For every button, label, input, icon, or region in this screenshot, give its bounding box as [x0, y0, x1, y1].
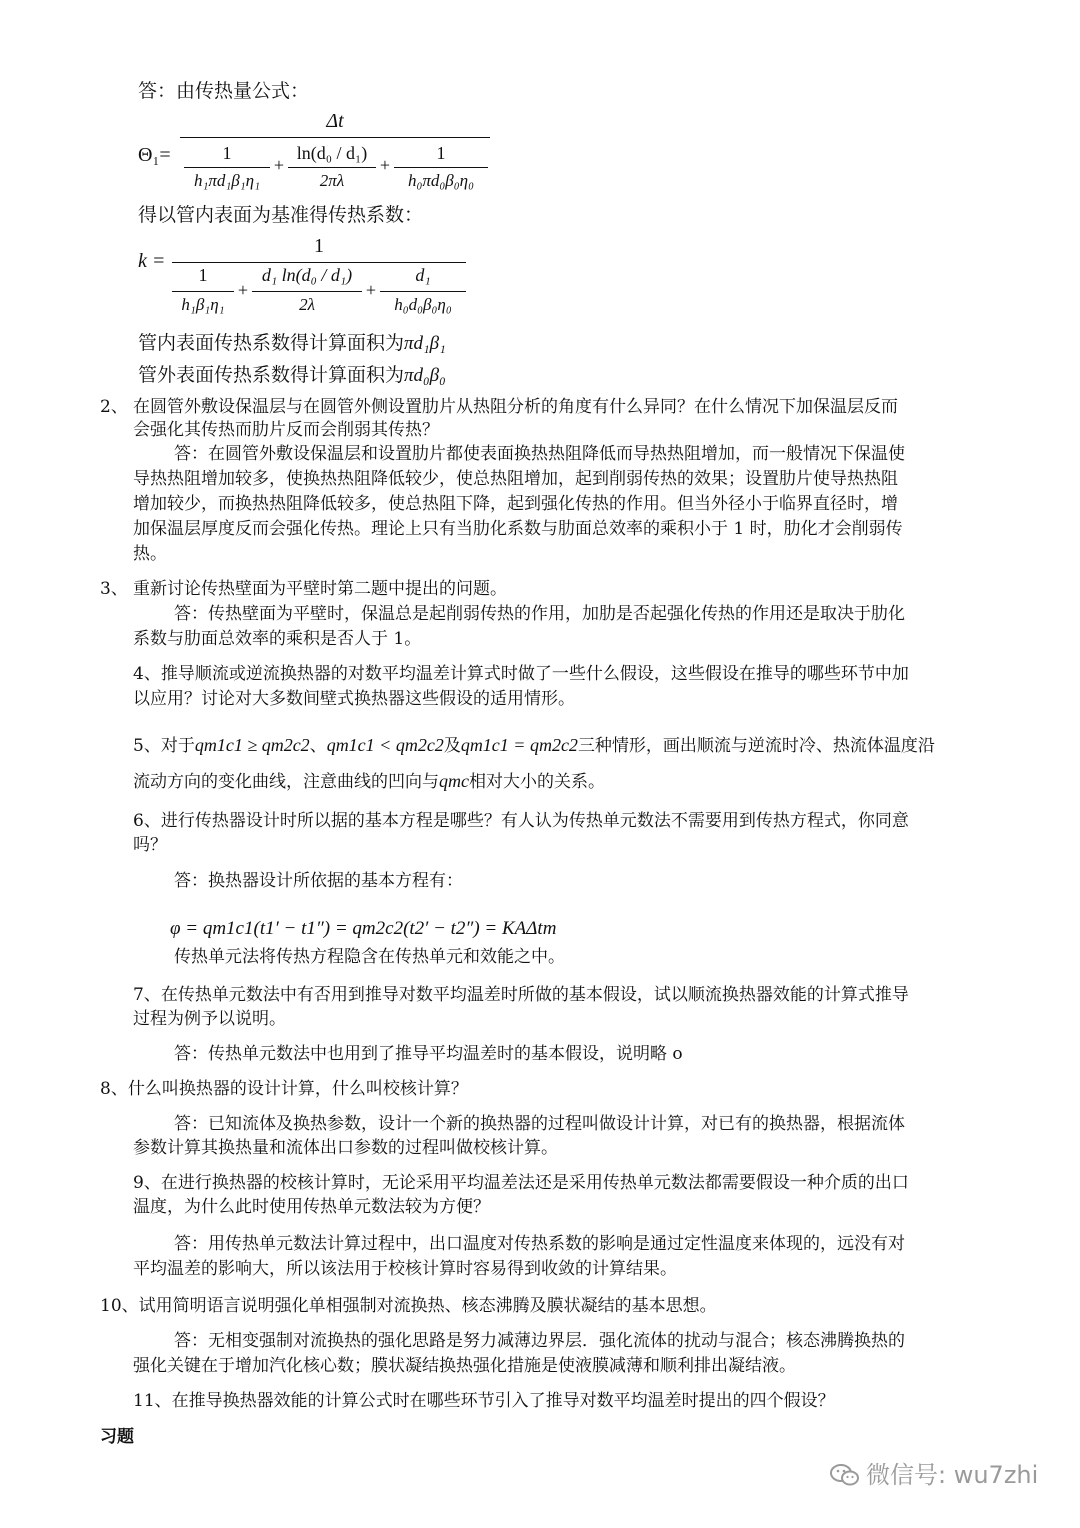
eq1-plus1: +: [273, 155, 285, 175]
q3-answer-line1: 答：传热壁面为平壁时，保温总是起削弱传热的作用，加肋是否起强化传热的作用还是取决于肋化: [174, 604, 905, 624]
q3-answer-line2: 系数与肋面总效率的乘积是否人于 1。: [133, 629, 422, 649]
eq2-term3-num: d₁: [415, 265, 431, 285]
q2-answer-line3: 增加较少，而换热热阻降低较多，使总热阻下降，起到强化传热的作用。但当外径小于临界直径时，增: [133, 494, 898, 514]
q2-answer-line4: 加保温层厚度反而会强化传热。理论上只有当肋化系数与肋面总效率的乘积小于 1 时，肋化才会削弱传: [133, 519, 903, 539]
q2-answer-line1: 答：在圆管外敷设保温层和设置肋片都使表面换热热阻降低而导热热阻增加，而一般情况下保温使: [174, 444, 905, 464]
eq2-plus1: +: [237, 280, 249, 300]
inner-area-line: [138, 330, 446, 357]
eq2-term2-num: d₁ ln(d₀ / d₁): [261, 265, 353, 285]
q10-line1: 10、试用简明语言说明强化单相强制对流换热、核态沸腾及膜状凝结的基本思想。: [100, 1296, 717, 1316]
q6-line2: 吗？: [133, 835, 167, 855]
watermark-text: 微信号: wu7zhi: [866, 1461, 1039, 1489]
q2-answer-line2: 导热热阻增加较多，使换热热阻降低较少，使总热阻增加，起到削弱传热的效果；设置肋片使导热热阻: [133, 469, 898, 489]
q5-line2b: 相对大小的关系。: [469, 772, 605, 792]
eq2-plus2: +: [365, 280, 377, 300]
q4-line2: 以应用？讨论对大多数间壁式换热器这些假设的适用情形。: [133, 689, 575, 709]
eq2-numerator: 1: [314, 235, 324, 257]
q5-line1: [133, 734, 935, 757]
eq1-lhs: Θ₁=: [138, 144, 171, 166]
eq2-term1-den: h₁β₁η₁: [181, 295, 225, 314]
q6-note: 传热单元法将传热方程隐含在传热单元和效能之中。: [174, 947, 565, 967]
eq2-term2-den: 2λ: [299, 295, 315, 314]
wechat-icon: [830, 1463, 860, 1487]
answer-intro: 答：由传热量公式：: [138, 80, 310, 102]
q8-line1: 8、什么叫换热器的设计计算，什么叫校核计算？: [100, 1079, 468, 1099]
q2-answer-line5: 热。: [133, 544, 167, 564]
q9-line1: 9、在进行换热器的校核计算时，无论采用平均温差法还是采用传热单元数法都需要假设一种介质的出口: [133, 1173, 909, 1193]
q11-line1: 11、在推导换热器效能的计算公式时在哪些环节引入了推导对数平均温差时提出的四个假设？: [133, 1391, 835, 1411]
q7-answer: 答：传热单元数法中也用到了推导平均温差时的基本假设，说明略 o: [174, 1044, 683, 1064]
q6-equation: φ = qm1c1(t1′ − t1″) = qm2c2(t2′ − t2″) = KAΔtm: [170, 918, 557, 939]
q2-question-line2: 会强化其传热而肋片反而会削弱其传热？: [133, 420, 439, 440]
k-intro: 得以管内表面为基准得传热系数：: [138, 204, 424, 226]
q5-prefix: 5、对于: [133, 736, 195, 756]
q5-suffix: 三种情形，画出顺流与逆流时冷、热流体温度沿: [577, 736, 935, 756]
eq1-term1-num: 1: [222, 143, 232, 163]
q5-cond3: qm1c1 = qm2c2: [460, 735, 578, 755]
q6-line1: 6、进行传热器设计时所以据的基本方程是哪些？有人认为传热单元数法不需要用到传热方程式，你同意: [133, 811, 909, 831]
q5-line2a: 流动方向的变化曲线，注意曲线的凹向与: [133, 772, 439, 792]
q5-cond1: qm1c1 ≥ qm2c2: [194, 735, 310, 755]
section-heading: 习题: [100, 1427, 134, 1447]
q5-sep: 、: [309, 736, 327, 756]
inner-area-expr: πd₁β₁: [404, 333, 446, 354]
outer-area-line: [138, 362, 446, 389]
q5-qmc: qmc: [439, 771, 469, 791]
q7-line2: 过程为例予以说明。: [133, 1009, 286, 1029]
eq2-term3-den: h₀d₀β₀η₀: [394, 295, 452, 314]
eq1-term1-den: h₁πd₁β₁η₁: [193, 171, 261, 190]
inner-area-text: 管内表面传热系数得计算面积为: [138, 332, 405, 354]
q9-answer-line1: 答：用传热单元数法计算过程中，出口温度对传热系数的影响是通过定性温度来体现的，远没有对: [174, 1234, 905, 1254]
q8-answer-line1: 答：已知流体及换热参数，设计一个新的换热器的过程叫做设计计算，对已有的换热器，根据流体: [174, 1114, 905, 1134]
q3-question: 重新讨论传热壁面为平壁时第二题中提出的问题。: [133, 579, 507, 599]
q9-line2: 温度，为什么此时使用传热单元数法较为方便？: [133, 1197, 490, 1217]
q7-line1: 7、在传热单元数法中有否用到推导对数平均温差时所做的基本假设，试以顺流换热器效能的计算式推导: [133, 985, 909, 1005]
eq2-term1-num: 1: [198, 265, 208, 285]
q10-answer-line1: 答：无相变强制对流换热的强化思路是努力减薄边界层．强化流体的扰动与混合；核态沸腾换热的: [174, 1331, 905, 1351]
q3-number: 3、: [100, 579, 128, 599]
q5-line2: [133, 770, 605, 793]
q6-answer: 答：换热器设计所依据的基本方程有：: [174, 871, 463, 891]
eq1-term3-den: h₀πd₀β₀η₀: [407, 171, 475, 190]
eq1-term2-num: ln(d₀ / d₁): [296, 143, 368, 163]
q5-and: 及: [443, 736, 461, 756]
outer-area-text: 管外表面传热系数得计算面积为: [138, 364, 405, 386]
eq1-plus2: +: [379, 155, 391, 175]
eq1-term3-num: 1: [436, 143, 446, 163]
outer-area-expr: πd₀β₀: [404, 365, 446, 386]
watermark: [830, 1455, 1038, 1490]
eq1-numerator: Δt: [326, 110, 344, 132]
q2-number: 2、: [100, 397, 128, 417]
eq1-term2-den: 2πλ: [319, 171, 345, 190]
eq2-lhs: k =: [138, 250, 166, 272]
q10-answer-line2: 强化关键在于增加汽化核心数；膜状凝结换热强化措施是使液膜减薄和顺利排出凝结液。: [133, 1356, 796, 1376]
q2-question-line1: 在圆管外敷设保温层与在圆管外侧设置肋片从热阻分析的角度有什么异同？在什么情况下加保温层反而: [133, 397, 898, 417]
q5-cond2: qm1c1 < qm2c2: [326, 735, 444, 755]
q8-answer-line2: 参数计算其换热量和流体出口参数的过程叫做校核计算。: [133, 1138, 558, 1158]
q4-line1: 4、推导顺流或逆流换热器的对数平均温差计算式时做了一些什么假设，这些假设在推导的哪些环节中加: [133, 664, 909, 684]
q9-answer-line2: 平均温差的影响大，所以该法用于校核计算时容易得到收敛的计算结果。: [133, 1259, 677, 1279]
